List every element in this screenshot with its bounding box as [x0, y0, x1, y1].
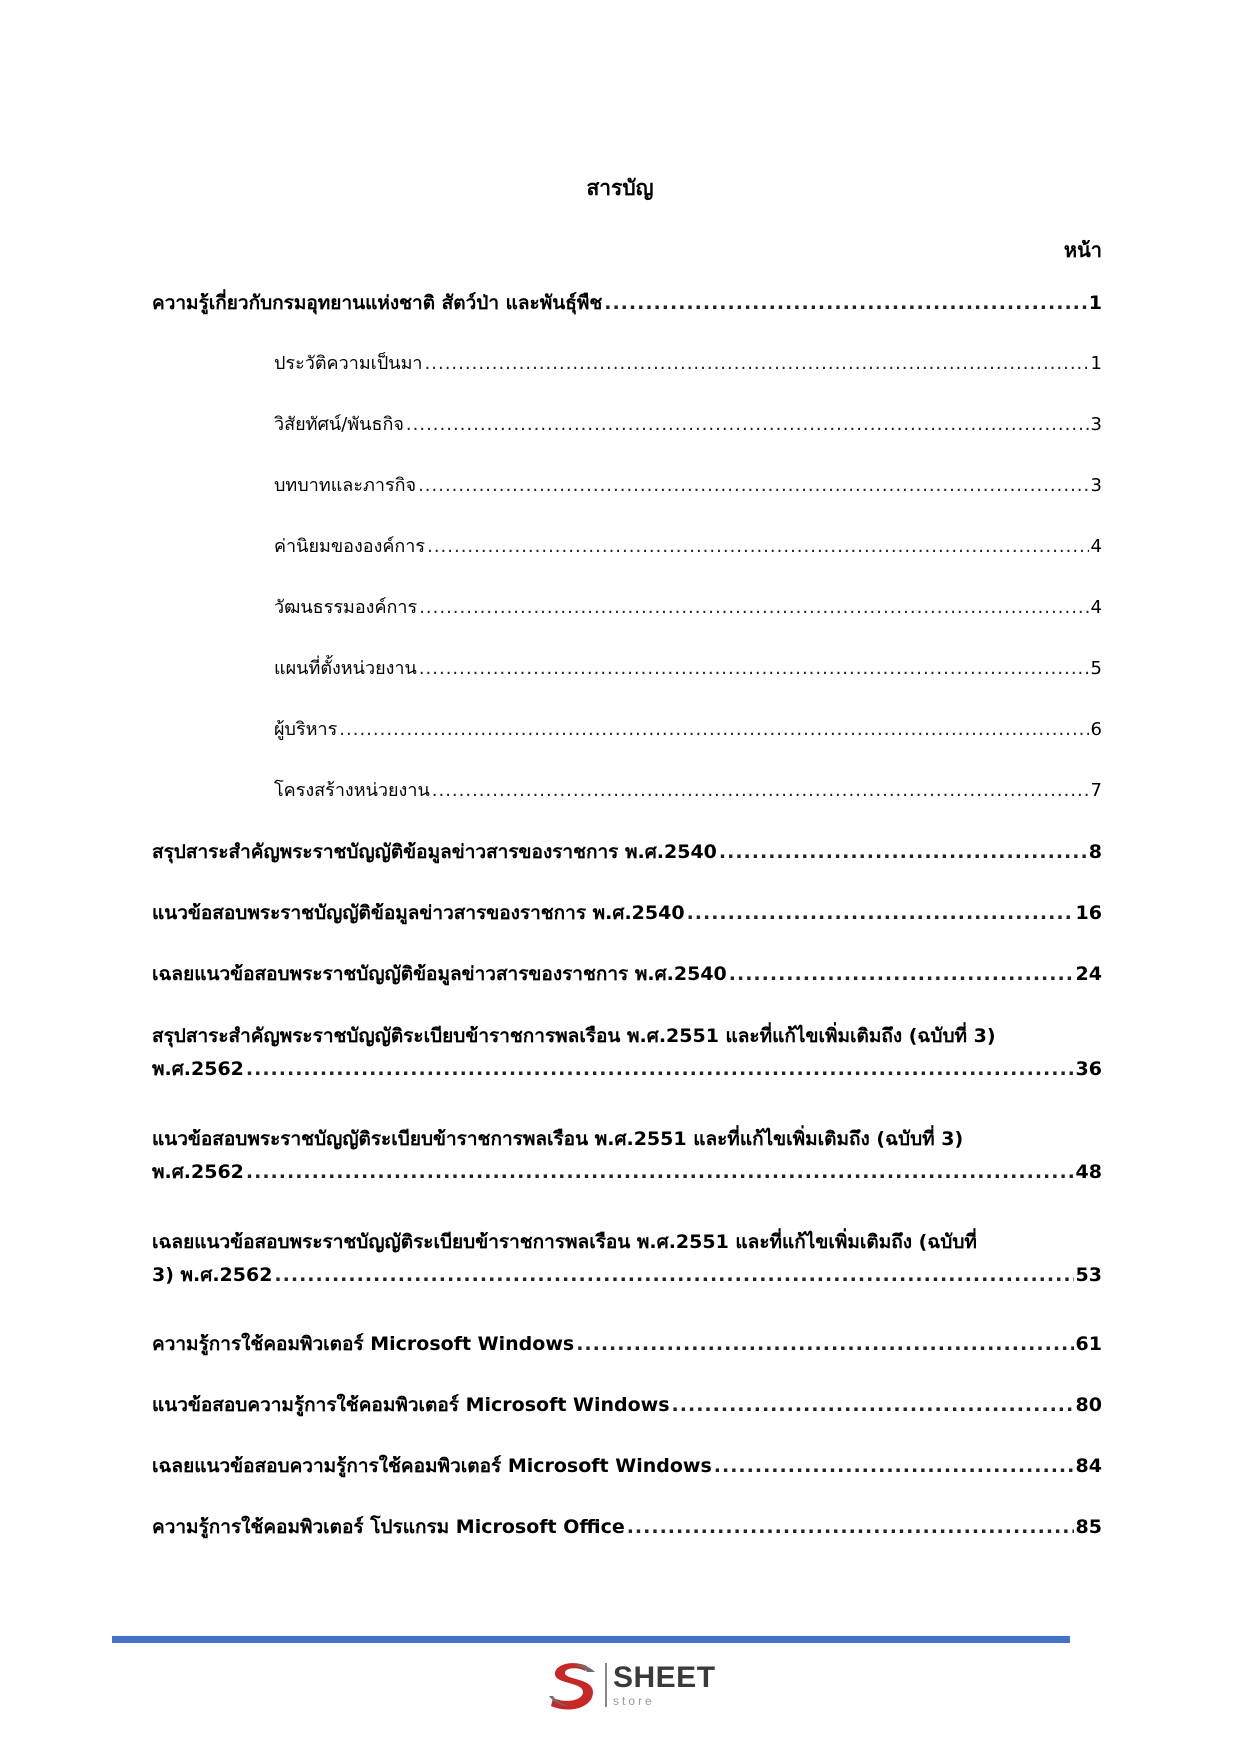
- toc-entry: [152, 1451, 1102, 1481]
- toc-entry-line: [274, 532, 1102, 562]
- sheet-store-logo-icon: [543, 1658, 601, 1712]
- toc-entry-title: สรุปสาระสำคัญพระราชบัญญัติระเบียบข้าราชการพลเรือน พ.ศ.2551 และที่แก้ไขเพิ่มเติมถึง (ฉบับที่ 3): [152, 1025, 996, 1047]
- toc-entry: [152, 1329, 1102, 1359]
- toc-leader-dots: [714, 1451, 1074, 1481]
- toc-entry-title: ประวัติความเป็นมา: [274, 353, 423, 374]
- toc-entry-line: [152, 1156, 1102, 1189]
- toc-entry-line: [274, 593, 1102, 623]
- toc-entry-line: [152, 1123, 1102, 1156]
- footer-rule: [112, 1636, 1070, 1643]
- toc-entry-line: [152, 898, 1102, 928]
- toc-leader-dots: [604, 288, 1087, 318]
- toc-page-number: 5: [1090, 658, 1102, 679]
- toc-page-number: 85: [1075, 1516, 1102, 1538]
- toc-entry-title: แผนที่ตั้งหน่วยงาน: [274, 658, 417, 679]
- toc-leader-dots: [576, 1329, 1073, 1359]
- toc-entry-title: แนวข้อสอบพระราชบัญญัติข้อมูลข่าวสารของราชการ พ.ศ.2540: [152, 902, 685, 924]
- toc-leader-dots: [425, 349, 1089, 379]
- toc-leader-dots: [672, 1390, 1074, 1420]
- toc-entry-title: พ.ศ.2562: [152, 1161, 244, 1183]
- toc-leader-dots: [627, 1512, 1074, 1542]
- toc-page-number: 36: [1075, 1058, 1102, 1080]
- toc-page-number: 3: [1090, 414, 1102, 435]
- toc-entry-title: ผู้บริหาร: [274, 719, 338, 740]
- toc-entry-line: [152, 1390, 1102, 1420]
- toc-entry-title: บทบาทและภารกิจ: [274, 475, 417, 496]
- toc-entry-line: [274, 654, 1102, 684]
- toc-entry-line: [274, 715, 1102, 745]
- toc-entry-line: [152, 1451, 1102, 1481]
- toc-leader-dots: [246, 1053, 1074, 1086]
- toc-page-number: 61: [1075, 1333, 1102, 1355]
- toc-entry-title: โครงสร้างหน่วยงาน: [274, 780, 430, 801]
- toc-page-number: 80: [1075, 1394, 1102, 1416]
- toc-entry: [152, 1020, 1102, 1086]
- toc-entry-line: [274, 349, 1102, 379]
- toc-leader-dots: [339, 715, 1088, 745]
- toc-entry-title: ความรู้การใช้คอมพิวเตอร์ โปรแกรม Microsoft Office: [152, 1516, 625, 1538]
- toc-leader-dots: [274, 1259, 1073, 1292]
- toc-page-number: 8: [1088, 841, 1102, 863]
- toc-leader-dots: [432, 776, 1089, 806]
- toc-page-number: 16: [1075, 902, 1102, 924]
- toc-entry: [274, 349, 1102, 379]
- toc-entry-title: วัฒนธรรมองค์การ: [274, 597, 418, 618]
- logo-subtitle: store: [613, 1694, 655, 1708]
- toc-page-number: 48: [1075, 1161, 1102, 1183]
- toc-entry-title: พ.ศ.2562: [152, 1058, 244, 1080]
- toc-page-number: 4: [1090, 536, 1102, 557]
- page-column-label: หน้า: [1063, 238, 1102, 262]
- toc-leader-dots: [406, 410, 1089, 440]
- toc-entry-line: [274, 410, 1102, 440]
- toc-entry: [274, 593, 1102, 623]
- toc-entry: [152, 1226, 1102, 1292]
- toc-leader-dots: [427, 532, 1088, 562]
- toc-entry-line: [274, 471, 1102, 501]
- toc-entry-line: [152, 1329, 1102, 1359]
- toc-page-number: 1: [1088, 292, 1102, 314]
- toc-entry: [274, 715, 1102, 745]
- toc-entry-title: สรุปสาระสำคัญพระราชบัญญัติข้อมูลข่าวสารของราชการ พ.ศ.2540: [152, 841, 717, 863]
- toc-entry-title: แนวข้อสอบความรู้การใช้คอมพิวเตอร์ Microsoft Windows: [152, 1394, 670, 1416]
- toc-entry: [152, 1123, 1102, 1189]
- page-title: สารบัญ: [586, 176, 654, 200]
- toc-leader-dots: [419, 593, 1088, 623]
- toc-entry: [274, 410, 1102, 440]
- toc-leader-dots: [419, 654, 1089, 684]
- toc-entry: [152, 1512, 1102, 1542]
- toc-entry-title: ค่านิยมขององค์การ: [274, 536, 426, 557]
- logo-divider: [605, 1663, 607, 1707]
- toc-entry-line: [152, 1259, 1102, 1292]
- toc-leader-dots: [687, 898, 1074, 928]
- toc-entry-title: เฉลยแนวข้อสอบพระราชบัญญัติข้อมูลข่าวสารของราชการ พ.ศ.2540: [152, 963, 727, 985]
- toc-entry-line: [152, 1226, 1102, 1259]
- toc-entry: [152, 837, 1102, 867]
- toc-page-number: 6: [1090, 719, 1102, 740]
- toc-entry-line: [152, 1512, 1102, 1542]
- toc-entry-line: [152, 959, 1102, 989]
- toc-entry: [152, 959, 1102, 989]
- toc-page-number: 24: [1075, 963, 1102, 985]
- toc-page-number: 7: [1090, 780, 1102, 801]
- toc-entry-title: วิสัยทัศน์/พันธกิจ: [274, 414, 404, 435]
- toc-page-number: 84: [1075, 1455, 1102, 1477]
- toc-entry-title: ความรู้การใช้คอมพิวเตอร์ Microsoft Windows: [152, 1333, 575, 1355]
- toc-entry: [152, 898, 1102, 928]
- toc-entry: [274, 532, 1102, 562]
- toc-leader-dots: [246, 1156, 1074, 1189]
- toc-leader-dots: [719, 837, 1087, 867]
- toc-entry: [274, 654, 1102, 684]
- toc-entry-title: เฉลยแนวข้อสอบความรู้การใช้คอมพิวเตอร์ Microsoft Windows: [152, 1455, 712, 1477]
- toc-page-number: 53: [1075, 1264, 1102, 1286]
- toc-entry-line: [152, 288, 1102, 318]
- toc-entry: [274, 471, 1102, 501]
- toc-entry-title: 3) พ.ศ.2562: [152, 1264, 273, 1286]
- toc-entry-title: ความรู้เกี่ยวกับกรมอุทยานแห่งชาติ สัตว์ป่า และพันธุ์พืช: [152, 292, 603, 314]
- toc-page-number: 4: [1090, 597, 1102, 618]
- toc-entry: [274, 776, 1102, 806]
- toc-entry-line: [274, 776, 1102, 806]
- toc-entry-line: [152, 1053, 1102, 1086]
- toc-page-number: 1: [1090, 353, 1102, 374]
- toc-entry: [152, 288, 1102, 318]
- sheet-store-logo: [543, 1658, 716, 1712]
- toc-entry: [152, 1390, 1102, 1420]
- toc-leader-dots: [729, 959, 1074, 989]
- toc-entry-title: เฉลยแนวข้อสอบพระราชบัญญัติระเบียบข้าราชการพลเรือน พ.ศ.2551 และที่แก้ไขเพิ่มเติมถึง (ฉบับที่: [152, 1231, 977, 1253]
- toc-page-number: 3: [1090, 475, 1102, 496]
- toc-entry-line: [152, 837, 1102, 867]
- logo-word: SHEET: [613, 1661, 716, 1694]
- toc-entry-line: [152, 1020, 1102, 1053]
- table-of-contents: [152, 288, 1102, 1573]
- toc-entry-title: แนวข้อสอบพระราชบัญญัติระเบียบข้าราชการพลเรือน พ.ศ.2551 และที่แก้ไขเพิ่มเติมถึง (ฉบับที่ 3): [152, 1128, 964, 1150]
- toc-leader-dots: [418, 471, 1088, 501]
